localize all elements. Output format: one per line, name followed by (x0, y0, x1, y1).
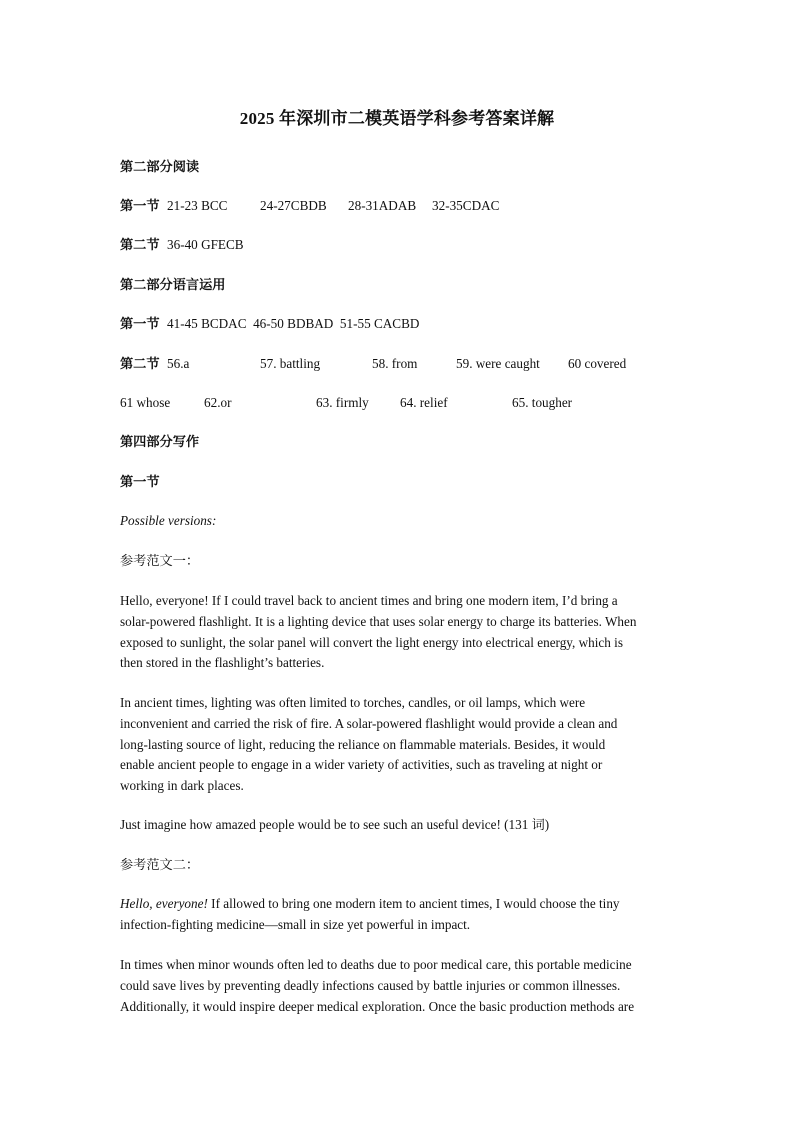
text-line (120, 894, 672, 915)
writing-sec1-label: 第一节 (120, 474, 160, 489)
language-sec1-label: 第一节 (120, 316, 160, 331)
language-answer: 64. relief (400, 395, 448, 410)
sample2-paragraph-1 (120, 894, 672, 936)
language-answer: 61 whose (120, 395, 171, 410)
reading-sec1-answer: 32-35CDAC (432, 198, 500, 213)
sample1-paragraph-2 (120, 693, 672, 797)
reading-sec2-label: 第二节 (120, 237, 160, 252)
text-line: inconvenient and carried the risk of fire. A solar-powered flashlight would provide a clean and (120, 715, 618, 731)
possible-versions: Possible versions: (120, 513, 217, 528)
sample2-paragraph-2 (120, 955, 672, 1017)
text-line: infection-fighting medicine—small in size yet powerful in impact. (120, 916, 471, 932)
language-answer: 65. tougher (512, 395, 573, 410)
language-sec2-row2 (120, 393, 680, 413)
page-title: 2025 年深圳市二模英语学科参考答案详解 (239, 109, 555, 128)
text-line: In times when minor wounds often led to deaths due to poor medical care, this portable medicine (120, 957, 632, 972)
reading-sec1-answer: 21-23 BCC (167, 198, 228, 213)
text-line: solar-powered flashlight. It is a lighting device that uses solar energy to charge its batteries. When (120, 613, 637, 629)
language-sec2-row1 (120, 354, 680, 374)
language-answer: 58. from (372, 356, 418, 371)
text-line: In ancient times, lighting was often limited to torches, candles, or oil lamps, which were (120, 695, 586, 710)
reading-sec1-label: 第一节 (120, 198, 160, 213)
sample1-paragraph-3: Just imagine how amazed people would be to see such an useful device! (131 词) (120, 817, 550, 832)
language-answer: 62.or (204, 395, 232, 410)
language-sec2-label: 第二节 (120, 356, 160, 371)
part4-writing-heading: 第四部分写作 (120, 434, 200, 449)
language-answer: 63. firmly (316, 395, 369, 410)
language-answer: 60 covered (568, 356, 627, 371)
language-sec1-answers: 41-45 BCDAC 46-50 BDBAD 51-55 CACBD (167, 316, 420, 331)
language-sec1-row (120, 314, 520, 334)
reading-sec1-answer: 28-31ADAB (348, 198, 417, 213)
language-answer: 56.a (167, 356, 190, 371)
reading-sec2-answer: 36-40 GFECB (167, 237, 244, 252)
text-line: then stored in the flashlight’s batteries. (120, 655, 325, 671)
reading-sec1-answer: 24-27CBDB (260, 198, 327, 213)
text-line: could save lives by preventing deadly infections caused by battle injuries or common illnesses. (120, 977, 621, 993)
text-line: working in dark places. (120, 778, 244, 794)
reading-sec1-row (120, 196, 680, 216)
sample1-paragraph-1 (120, 591, 672, 674)
text-line: Additionally, it would inspire deeper medical exploration. Once the basic production methods are (120, 998, 635, 1014)
reading-sec2-row (120, 235, 420, 255)
sentence-text: If allowed to bring one modern item to ancient times, I would choose the tiny (207, 896, 620, 911)
language-answer: 57. battling (260, 356, 321, 371)
sample2-label: 参考范文二： (120, 857, 200, 872)
text-line: Hello, everyone! If I could travel back to ancient times and bring one modern item, I’d bring a (120, 593, 618, 608)
greeting-text: Hello, everyone! (120, 896, 208, 911)
sample1-label: 参考范文一： (120, 553, 200, 568)
part2-reading-heading: 第二部分阅读 (120, 159, 200, 174)
part-language-heading: 第二部分语言运用 (120, 277, 226, 292)
text-line: exposed to sunlight, the solar panel will convert the light energy into electrical energy, which is (120, 634, 623, 650)
text-line: long-lasting source of light, reducing the reliance on flammable materials. Besides, it would (120, 736, 606, 752)
language-answer: 59. were caught (456, 356, 540, 371)
text-line: enable ancient people to engage in a wider variety of activities, such as traveling at night or (120, 757, 603, 773)
